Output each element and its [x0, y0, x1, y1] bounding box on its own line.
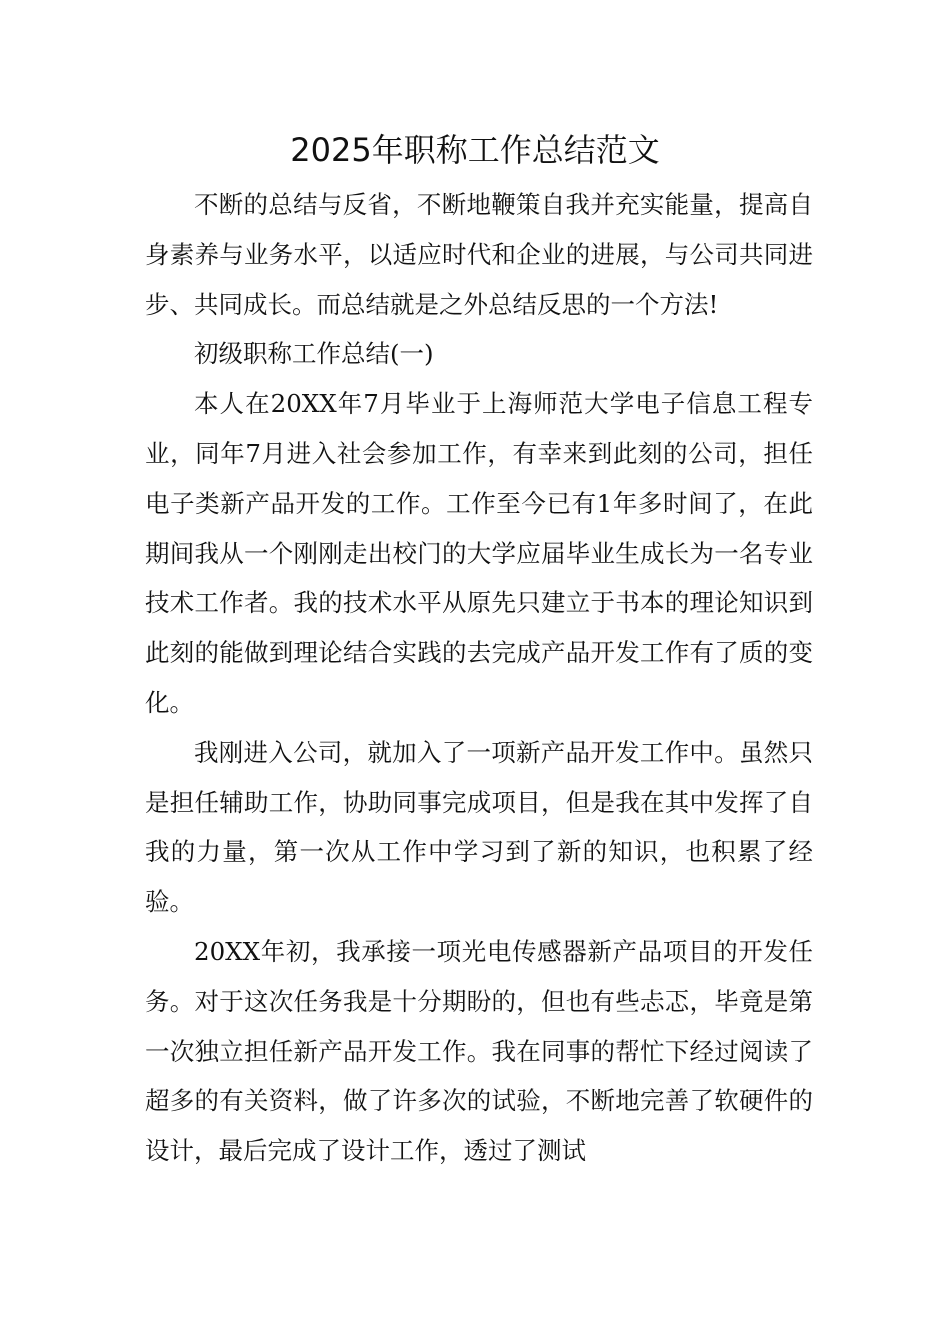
- paragraph-intro: 不断的总结与反省，不断地鞭策自我并充实能量，提高自身素养与业务水平，以适应时代和企业的进展，与公司共同进步、共同成长。而总结就是之外总结反思的一个方法!: [145, 190, 813, 319]
- paragraph: 本人在20XX年7月毕业于上海师范大学电子信息工程专业，同年7月进入社会参加工作，有幸来到此刻的公司，担任电子类新产品开发的工作。工作至今已有1年多时间了，在此期间我从一个刚刚走出校门的大学应届毕业生成长为一名专业技术工作者。我的技术水平从原先只建立于书本的理论知识到此刻的能做到理论结合实践的去完成产品开发工作有了质的变化。: [145, 389, 813, 717]
- paragraph: 20XX年初，我承接一项光电传感器新产品项目的开发任务。对于这次任务我是十分期盼的，但也有些忐忑，毕竟是第一次独立担任新产品开发工作。我在同事的帮忙下经过阅读了超多的有关资料，做了许多次的试验，不断地完善了软硬件的设计，最后完成了设计工作，透过了测试: [145, 936, 813, 1166]
- document-title: 2025年职称工作总结范文: [290, 131, 660, 169]
- paragraph: 我刚进入公司，就加入了一项新产品开发工作中。虽然只是担任辅助工作，协助同事完成项目，但是我在其中发挥了自我的力量，第一次从工作中学习到了新的知识，也积累了经验。: [145, 737, 813, 917]
- section-heading: 初级职称工作总结(一): [194, 339, 434, 369]
- document-body: [145, 180, 813, 1176]
